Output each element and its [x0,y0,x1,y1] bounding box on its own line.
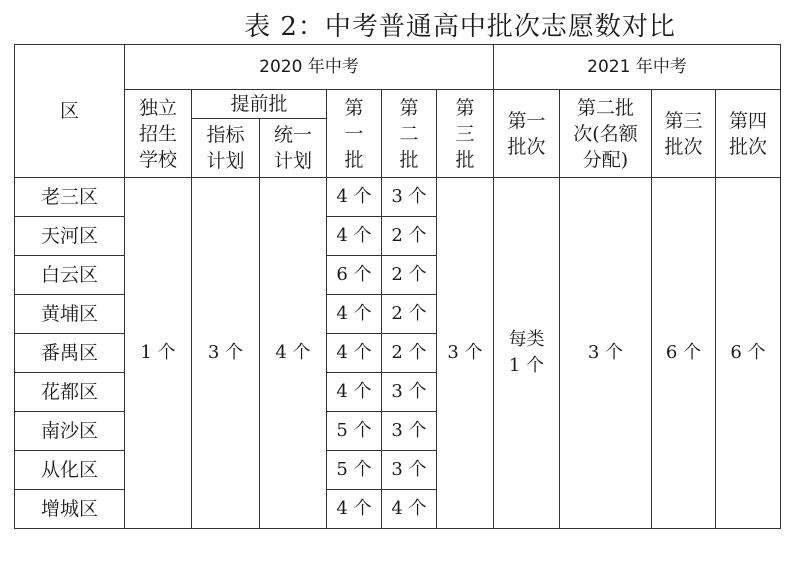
batch1-cell: 4 个 [327,490,382,529]
batch1-cell: 5 个 [327,412,382,451]
batch2-cell: 3 个 [382,178,437,217]
batch2-cell: 3 个 [382,412,437,451]
header-2020: 2020 年中考 [125,45,494,90]
district-cell: 白云区 [15,256,125,295]
comparison-table [14,44,781,529]
district-cell: 番禺区 [15,334,125,373]
district-cell: 南沙区 [15,412,125,451]
header-2021-batch1: 第一 批次 [494,90,560,178]
district-cell: 增城区 [15,490,125,529]
batch1-cell: 4 个 [327,295,382,334]
district-cell: 天河区 [15,217,125,256]
header-unified-plan: 统一 计划 [260,119,327,178]
merged-2021-batch2: 3 个 [560,178,652,529]
batch2-cell: 2 个 [382,295,437,334]
header-district: 区 [15,45,125,178]
merged-independent: 1 个 [125,178,192,529]
header-2021-batch3: 第三 批次 [652,90,716,178]
batch1-cell: 4 个 [327,217,382,256]
batch2-cell: 3 个 [382,451,437,490]
batch1-cell: 4 个 [327,334,382,373]
batch1-cell: 4 个 [327,373,382,412]
header-2021: 2021 年中考 [494,45,781,90]
header-2021-batch4: 第四 批次 [716,90,781,178]
batch1-cell: 6 个 [327,256,382,295]
batch1-cell: 4 个 [327,178,382,217]
header-batch3: 第 三 批 [437,90,494,178]
batch1-cell: 5 个 [327,451,382,490]
batch2-cell: 4 个 [382,490,437,529]
district-cell: 黄埔区 [15,295,125,334]
district-cell: 花都区 [15,373,125,412]
header-independent: 独立 招生 学校 [125,90,192,178]
merged-quota: 3 个 [192,178,260,529]
batch2-cell: 3 个 [382,373,437,412]
district-cell: 老三区 [15,178,125,217]
header-early-batch: 提前批 [192,90,327,119]
header-batch1: 第 一 批 [327,90,382,178]
batch2-cell: 2 个 [382,334,437,373]
district-cell: 从化区 [15,451,125,490]
header-batch2: 第 二 批 [382,90,437,178]
header-2021-batch2: 第二批 次(名额 分配) [560,90,652,178]
merged-unified: 4 个 [260,178,327,529]
table-title: 表 2：中考普通高中批次志愿数对比 [244,12,676,42]
header-quota-plan: 指标 计划 [192,119,260,178]
batch2-cell: 2 个 [382,256,437,295]
merged-2021-batch3: 6 个 [652,178,716,529]
merged-batch3: 3 个 [437,178,494,529]
merged-2021-batch1: 每类 1 个 [494,178,560,529]
merged-2021-batch4: 6 个 [716,178,781,529]
batch2-cell: 2 个 [382,217,437,256]
